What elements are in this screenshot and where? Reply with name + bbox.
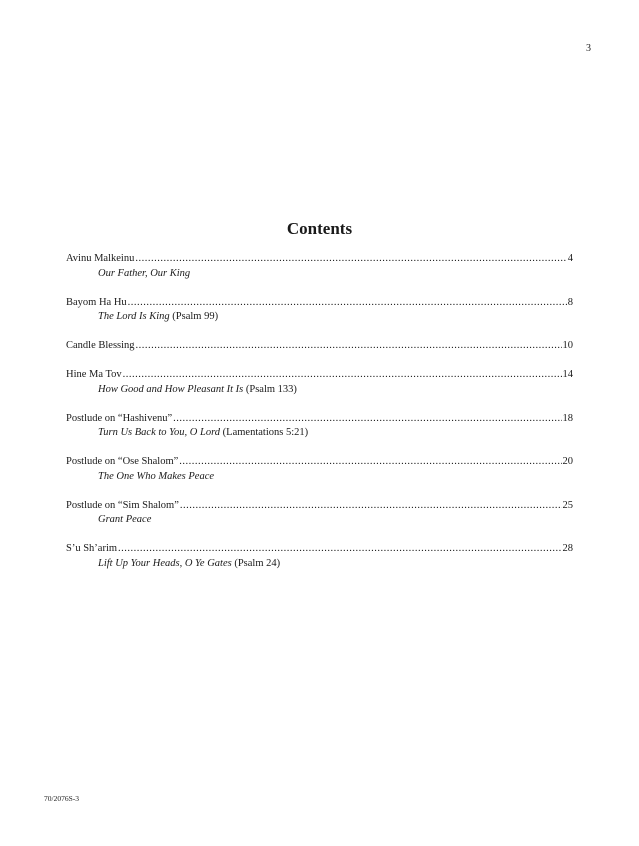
toc-entry-subtitle: [66, 513, 573, 528]
toc-entry-bayom-ha-hu: [66, 296, 573, 325]
dot-leader: [173, 412, 561, 427]
table-of-contents: [66, 252, 573, 571]
toc-entry-line: [66, 296, 573, 311]
dot-leader: [135, 252, 566, 267]
toc-entry-postlude-ose-shalom: [66, 455, 573, 484]
toc-entry-page: 25: [562, 499, 573, 511]
toc-entry-subtitle: [66, 383, 573, 398]
toc-entry-line: [66, 368, 573, 383]
toc-entry-title: Avinu Malkeinu: [66, 253, 135, 264]
toc-subtitle-italic: Our Father, Our King: [98, 267, 191, 279]
toc-entry-avinu-malkeinu: [66, 252, 573, 281]
toc-entry-subtitle: [66, 310, 573, 325]
toc-subtitle-reference: (Psalm 99): [169, 311, 219, 322]
toc-entry-page: 20: [562, 456, 573, 467]
toc-entry-page: 10: [562, 340, 573, 351]
toc-entry-page: 4: [567, 253, 573, 264]
toc-subtitle-italic: Lift Up Your Heads, O Ye Gates: [98, 557, 232, 569]
page-number: 3: [586, 43, 591, 54]
toc-entry-subtitle: [66, 557, 573, 572]
footer-catalog-code: 70/2076S-3: [44, 794, 80, 803]
toc-entry-postlude-hashivenu: [66, 412, 573, 441]
toc-entry-line: [66, 542, 573, 557]
toc-entry-title: S’u Sh’arim: [66, 543, 118, 554]
toc-entry-title: Postlude on “Ose Shalom”: [66, 456, 179, 467]
page-title: Contents: [286, 219, 353, 238]
toc-entry-line: [66, 455, 573, 470]
toc-subtitle-reference: (Psalm 133): [243, 383, 297, 395]
toc-entry-postlude-sim-shalom: [66, 499, 573, 528]
toc-entry-title: Postlude on “Hashivenu”: [66, 412, 173, 424]
dot-leader: [123, 368, 562, 383]
toc-entry-title: Postlude on “Sim Shalom”: [66, 499, 179, 511]
dot-leader: [136, 339, 562, 354]
toc-entry-hine-ma-tov: [66, 368, 573, 397]
toc-entry-title: Bayom Ha Hu: [66, 296, 127, 308]
toc-entry-page: 8: [567, 296, 573, 308]
dot-leader: [118, 542, 561, 557]
toc-entry-candle-blessing: [66, 339, 573, 354]
toc-subtitle-reference: (Lamentations 5:21): [220, 427, 309, 438]
toc-entry-subtitle: [66, 470, 573, 485]
dot-leader: [179, 455, 561, 470]
toc-entry-subtitle: [66, 426, 573, 441]
toc-subtitle-italic: Grant Peace: [98, 514, 152, 525]
toc-entry-line: [66, 252, 573, 267]
toc-subtitle-italic: Turn Us Back to You, O Lord: [98, 427, 221, 438]
toc-subtitle-italic: The Lord Is King: [98, 311, 170, 322]
toc-entry-subtitle: [66, 267, 573, 282]
toc-entry-line: [66, 339, 573, 354]
dot-leader: [128, 296, 567, 311]
toc-entry-line: [66, 499, 573, 514]
toc-entry-line: [66, 412, 573, 427]
toc-entry-page: 14: [562, 369, 573, 380]
dot-leader: [180, 499, 562, 514]
toc-entry-page: 18: [562, 412, 573, 424]
toc-subtitle-reference: (Psalm 24): [231, 557, 281, 569]
toc-entry-su-sharim: [66, 542, 573, 571]
toc-entry-title: Hine Ma Tov: [66, 369, 122, 380]
toc-entry-title: Candle Blessing: [66, 340, 135, 351]
toc-subtitle-italic: How Good and How Pleasant It Is: [98, 383, 244, 395]
toc-entry-page: 28: [562, 543, 573, 554]
toc-subtitle-italic: The One Who Makes Peace: [98, 470, 215, 482]
